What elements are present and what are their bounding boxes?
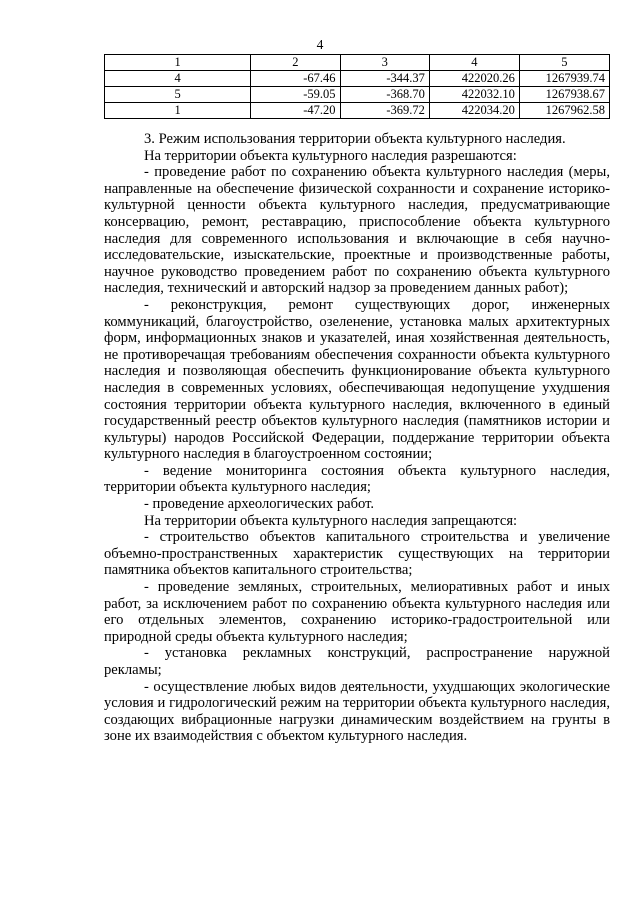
paragraph-prohibited-intro: На территории объекта культурного наследия запрещаются: — [144, 512, 518, 529]
section-heading: 3. Режим использования территории объекта культурного наследия. — [144, 131, 566, 147]
table-header-cell: 4 — [429, 55, 519, 71]
table-cell: -67.46 — [251, 71, 340, 87]
table-header-cell: 5 — [519, 55, 609, 71]
table-header-row — [105, 55, 610, 71]
page-number: 4 — [316, 37, 324, 52]
table-cell: 1267962.58 — [519, 103, 609, 119]
table-header-cell: 3 — [340, 55, 429, 71]
table-cell: -47.20 — [251, 103, 340, 119]
list-item: - осуществление любых видов деятельности, ухудшающих экологические условия и гидрологический режим на территории объекта культурного наследия, создающих вибрационные нагрузки динамическим воздействием на грунты в зоне их взаимодействия с объектом культурного наследия. — [104, 678, 610, 745]
table-cell: 1267939.74 — [519, 71, 609, 87]
table-cell: 422032.10 — [429, 87, 519, 103]
table-cell: -344.37 — [340, 71, 429, 87]
table-cell: 1 — [105, 103, 251, 119]
table-header-cell: 2 — [251, 55, 340, 71]
table-cell: -59.05 — [251, 87, 340, 103]
table-row — [105, 103, 610, 119]
table-header-cell: 1 — [105, 55, 251, 71]
list-item: - проведение земляных, строительных, мелиоративных работ и иных работ, за исключением работ по сохранению объекта культурного наследия или его отдельных элементов, сохранению историко-градостроительной или природной среды объекта культурного наследия; — [104, 579, 610, 645]
list-item: - проведение работ по сохранению объекта культурного наследия (меры, направленные на обеспечение физической сохранности и сохранение историко-культурной ценности объекта культурного наследия, предусматривающие консервацию, ремонт, реставрацию, приспособление объекта культурного наследия для современного использования и включающие в себя научно-исследовательские, изыскательские, проектные и производственные работы, научное руководство проведением работ по сохранению объекта культурного наследия, технический и авторский надзор за проведением данных работ); — [104, 164, 610, 297]
list-item: - ведение мониторинга состояния объекта культурного наследия, территории объекта культурного наследия; — [104, 462, 610, 496]
document-body — [104, 131, 610, 745]
table-cell: 422034.20 — [429, 103, 519, 119]
list-item: - установка рекламных конструкций, распространение наружной рекламы; — [104, 645, 610, 678]
table-cell: 1267938.67 — [519, 87, 609, 103]
table-cell: 5 — [105, 87, 251, 103]
paragraph-allowed-intro: На территории объекта культурного наследия разрешаются: — [144, 147, 517, 164]
table-row — [105, 71, 610, 87]
table-row — [105, 87, 610, 103]
table-cell: -369.72 — [340, 103, 429, 119]
list-item: - реконструкция, ремонт существующих дорог, инженерных коммуникаций, благоустройство, озеленение, установка малых архитектурных форм, информационных знаков и указателей, иная хозяйственная деятельность, не противоречащая требованиям обеспечения сохранности объекта культурного наследия и позволяющая обеспечить функционирование объекта культурного наследия в современных условиях, обеспечивающая недопущение ухудшения состояния территории объекта культурного наследия, включенного в единый государственный реестр объектов культурного наследия (памятников истории и культуры) народов Российской Федерации, поддержание территории объекта культурного наследия в благоустроенном состоянии; — [104, 296, 610, 463]
table-cell: -368.70 — [340, 87, 429, 103]
coordinates-table — [104, 54, 610, 119]
list-item: - проведение археологических работ. — [144, 496, 375, 513]
table-cell: 4 — [105, 71, 251, 87]
list-item: - строительство объектов капитального строительства и увеличение объемно-пространственных характеристик существующих на территории памятника объектов капитального строительства; — [104, 529, 610, 579]
table-cell: 422020.26 — [429, 71, 519, 87]
